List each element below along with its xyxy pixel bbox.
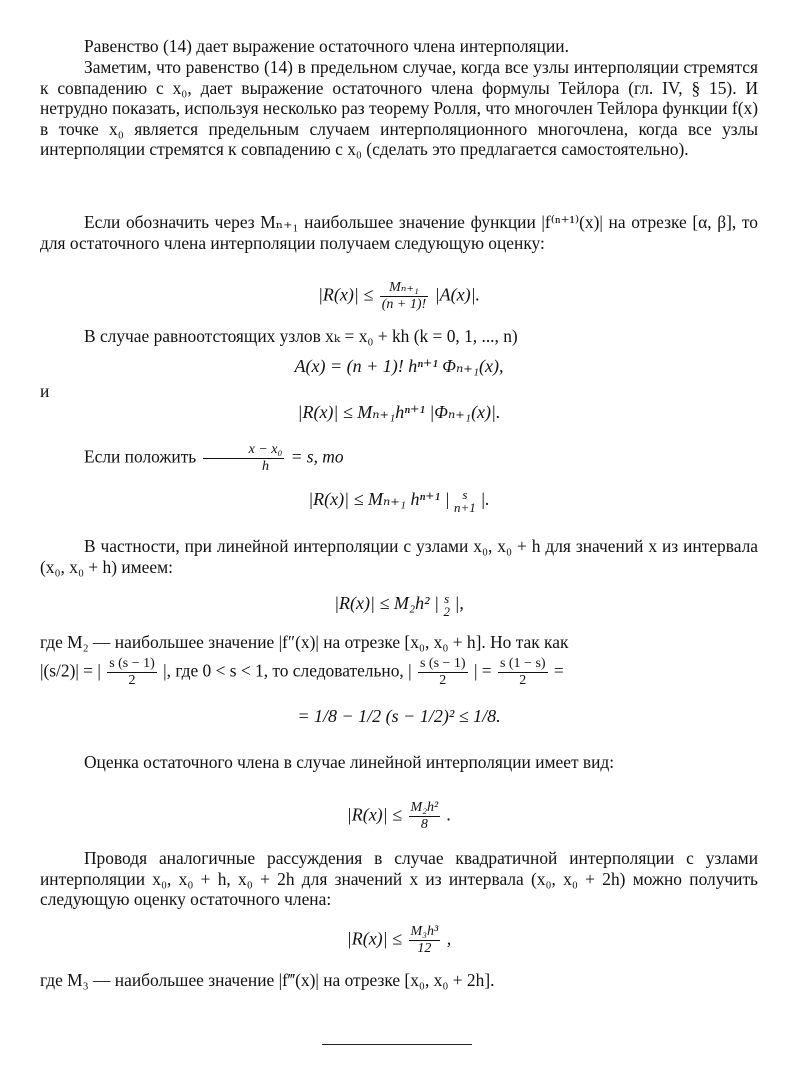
paragraph-10: где M₃ — наибольшее значение |f‴(x)| на отрезке [x₀, x₀ + 2h]. — [40, 970, 495, 990]
formula-4-binom-top: s — [462, 487, 468, 502]
fraction2-numerator: s (s − 1) — [419, 656, 466, 671]
formula-8-fraction — [409, 924, 441, 957]
paragraph-5 — [40, 442, 758, 475]
formula-8 — [40, 924, 758, 957]
end-rule — [322, 1044, 472, 1045]
paragraph-7b-fraction1 — [107, 656, 157, 689]
paragraph-7b-fraction2 — [418, 656, 468, 689]
paragraph-6: В частности, при линейной интерполяции с узлами x₀, x₀ + h для значений x из интервала (x₀, x₀ + h) имеем: — [40, 536, 758, 577]
formula-8-right: , — [446, 928, 452, 949]
formula-6: = 1/8 − 1/2 (s − 1/2)² ≤ 1/8. — [297, 706, 501, 726]
paragraph-3: Если обозначить через Mₙ₊₁ наибольшее значение функции |f⁽ⁿ⁺¹⁾(x)| на отрезке [α, β], то для остаточного члена интерполяции получаем следующую оценку: — [40, 212, 758, 253]
formula-5 — [40, 592, 758, 618]
paragraph-2: Заметим, что равенство (14) в предельном случае, когда все узлы интерполяции стремятся к совпадению с x₀, дает выражение остаточного члена формулы Тейлора (гл. IV, § 15). И нетрудно показать, используя несколько раз теорему Ролля, что многочлен Тейлора функции f(x) в точке x₀ является предельным случаем интерполяционного многочлена, когда все узлы интерполяции стремятся к совпадению с x₀ (сделать это предлагается самостоятельно). — [40, 57, 758, 159]
formula-7-fraction — [409, 800, 441, 833]
formula-4 — [40, 488, 758, 514]
formula-1-left: |R(x)| ≤ — [317, 284, 374, 305]
paragraph-5-fraction — [203, 442, 285, 475]
formula-1-denominator: (n + 1)! — [381, 297, 427, 312]
formula-8-denominator: 12 — [417, 941, 432, 956]
formula-5-binomial — [443, 592, 450, 618]
fraction1-denominator: 2 — [128, 673, 136, 688]
paragraph-7a: где M₂ — наибольшее значение |f″(x)| на отрезке [x₀, x₀ + h]. Но так как — [40, 632, 569, 652]
formula-4-binomial — [454, 488, 476, 514]
formula-5-binom-top: s — [444, 591, 450, 606]
fraction1-numerator: s (s − 1) — [109, 656, 155, 671]
formula-5-left: |R(x)| ≤ M₂h² | — [334, 593, 439, 614]
formula-5-binom-bottom: 2 — [443, 604, 450, 619]
paragraph-7b-part3: | = — [473, 660, 492, 681]
fraction3-numerator: s (1 − s) — [499, 656, 546, 671]
formula-4-left: |R(x)| ≤ Mₙ₊₁ hⁿ⁺¹ | — [308, 489, 450, 510]
paragraph-5-denominator: h — [261, 459, 269, 474]
paragraph-5-tail: = s, то — [290, 446, 344, 467]
formula-7-right: . — [446, 804, 452, 825]
formula-4-binom-bottom: n+1 — [454, 500, 476, 515]
formula-8-left: |R(x)| ≤ — [346, 928, 402, 949]
fraction2-denominator: 2 — [439, 673, 447, 688]
paragraph-9: Проводя аналогичные рассуждения в случае квадратичной интерполяции с узлами интерполяции x₀, x₀ + h, x₀ + 2h для значений x из интервала (x₀, x₀ + 2h) можно получить следующую оценку остаточного члена: — [40, 848, 758, 909]
formula-2: A(x) = (n + 1)! hⁿ⁺¹ Φₙ₊₁(x), — [294, 356, 504, 376]
formula-5-right: |, — [454, 593, 464, 614]
paragraph-5-text: Если положить — [84, 446, 197, 467]
formula-8-numerator: M₃h³ — [410, 924, 439, 939]
formula-3: |R(x)| ≤ Mₙ₊₁hⁿ⁺¹ |Φₙ₊₁(x)|. — [297, 402, 501, 422]
formula-1-right: |A(x)|. — [434, 284, 481, 305]
paragraph-1: Равенство (14) дает выражение остаточного члена интерполяции. — [84, 36, 569, 56]
paragraph-4: В случае равноотстоящих узлов xₖ = x₀ + kh (k = 0, 1, ..., n) — [84, 326, 518, 346]
paragraph-7b-fraction3 — [498, 656, 548, 689]
formula-7 — [40, 800, 758, 833]
paragraph-8: Оценка остаточного члена в случае линейной интерполяции имеет вид: — [84, 752, 615, 772]
formula-7-left: |R(x)| ≤ — [346, 804, 402, 825]
formula-1-numerator: Mₙ₊₁ — [380, 280, 428, 297]
formula-1-fraction — [380, 280, 428, 313]
paragraph-7b-part4: = — [553, 660, 564, 681]
fraction3-denominator: 2 — [519, 673, 527, 688]
paragraph-7b-part2: |, где 0 < s < 1, то следовательно, | — [163, 660, 412, 681]
paragraph-5-numerator: x − x₀ — [203, 442, 285, 459]
formula-4-right: |. — [480, 489, 490, 510]
connector-and: и — [40, 381, 50, 401]
formula-7-numerator: M₂h² — [410, 800, 439, 815]
formula-7-denominator: 8 — [420, 817, 428, 832]
paragraph-7b-part1: |(s/2)| = | — [40, 660, 101, 681]
paragraph-7b — [40, 656, 758, 689]
formula-1 — [40, 280, 758, 313]
